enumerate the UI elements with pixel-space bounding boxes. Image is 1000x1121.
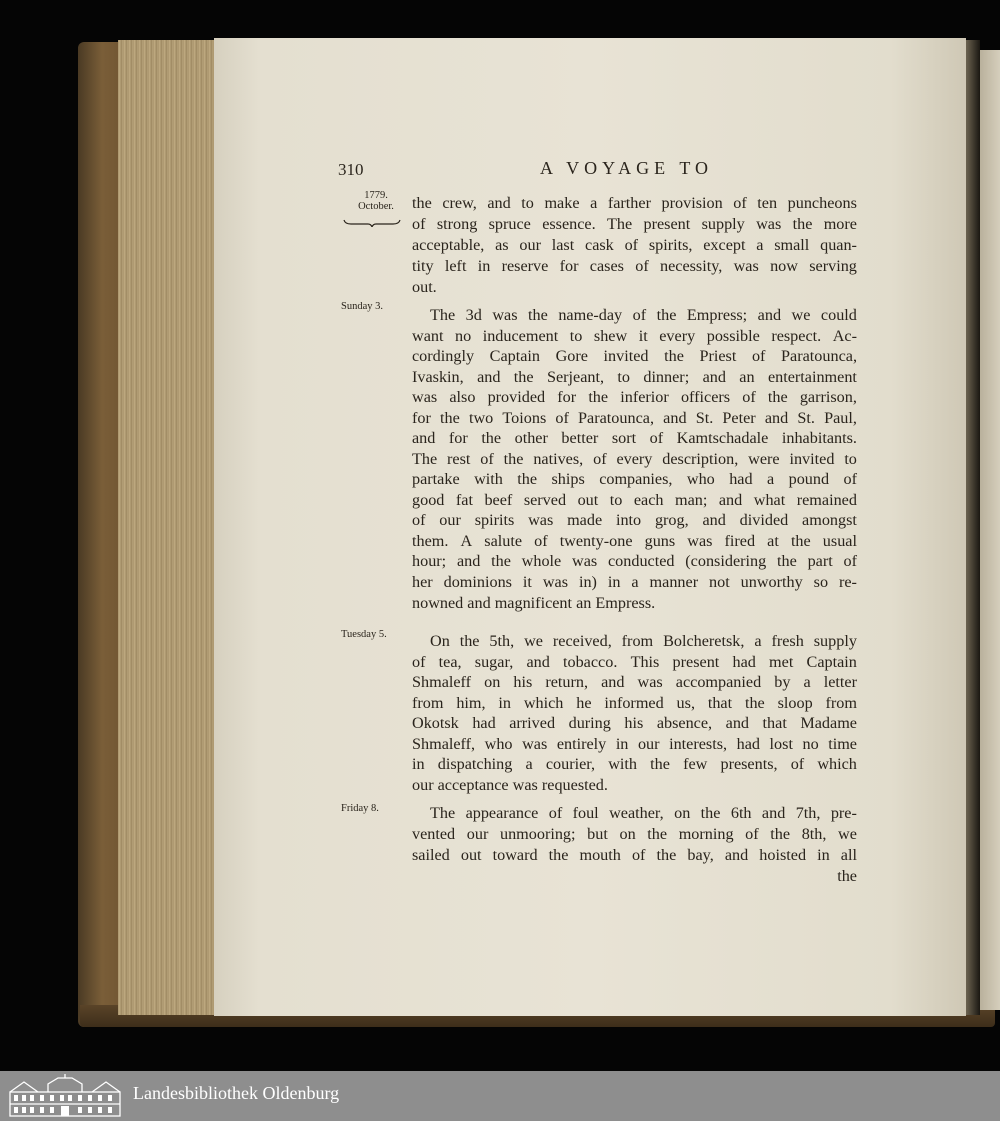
- brace-ornament: [343, 219, 401, 227]
- text-line: good fat beef served out to each man; and what remained: [412, 491, 857, 509]
- margin-note-sunday: Sunday 3.: [341, 301, 383, 312]
- library-building-icon: [8, 1074, 122, 1118]
- page-number: 310: [338, 160, 364, 179]
- text-line: and for the other better sort of Kamtschadale inhabitants.: [412, 429, 857, 447]
- text-line: her dominions it was in) in a manner not unworthy so re-: [412, 573, 857, 591]
- text-line: the crew, and to make a farther provision of ten puncheons: [412, 194, 857, 212]
- text-line: cordingly Captain Gore invited the Priest of Paratounca,: [412, 347, 857, 365]
- text-line: Shmaleff, who was entirely in our interests, had lost no time: [412, 735, 857, 753]
- text-line: of tea, sugar, and tobacco. This present had met Captain: [412, 653, 857, 671]
- text-line: The rest of the natives, of every description, were invited to: [412, 450, 857, 468]
- text-line: Ivaskin, and the Serjeant, to dinner; and an entertainment: [412, 368, 857, 386]
- text-line: On the 5th, we received, from Bolcheretsk, a fresh supply: [430, 632, 857, 650]
- text-line: tity left in reserve for cases of necessity, was now serving: [412, 257, 857, 275]
- text-line: hour; and the whole was conducted (considering the part of: [412, 552, 857, 570]
- facing-page-edge: [980, 50, 1000, 1010]
- margin-note-friday: Friday 8.: [341, 803, 379, 814]
- book-gutter: [966, 40, 980, 1015]
- text-line: them. A salute of twenty-one guns was fired at the usual: [412, 532, 857, 550]
- text-line: The appearance of foul weather, on the 6th and 7th, pre-: [430, 804, 857, 822]
- text-line: The 3d was the name-day of the Empress; and we could: [430, 306, 857, 324]
- text-line: vented our unmooring; but on the morning of the 8th, we: [412, 825, 857, 843]
- text-line: sailed out toward the mouth of the bay, and hoisted in all: [412, 846, 857, 864]
- text-line: was also provided for the inferior officers of the garrison,: [412, 388, 857, 406]
- text-line: the: [837, 867, 857, 885]
- text-line: nowned and magnificent an Empress.: [412, 594, 656, 612]
- margin-note-tuesday: Tuesday 5.: [341, 629, 387, 640]
- text-line: Okotsk had arrived during his absence, and that Madame: [412, 714, 857, 732]
- page-edges: [118, 40, 219, 1015]
- margin-date: [352, 190, 400, 212]
- text-line: from him, in which he informed us, that the sloop from: [412, 694, 857, 712]
- margin-year: 1779.: [364, 190, 388, 201]
- text-line: out.: [412, 278, 437, 296]
- running-head: A VOYAGE TO: [540, 158, 714, 178]
- text-line: acceptable, as our last cask of spirits, except a small quan-: [412, 236, 857, 254]
- library-name: Landesbibliothek Oldenburg: [133, 1083, 340, 1103]
- text-line: want no inducement to shew it every possible respect. Ac-: [412, 327, 857, 345]
- text-line: Shmaleff on his return, and was accompanied by a letter: [412, 673, 857, 691]
- text-line: in dispatching a courier, with the few presents, of which: [412, 755, 857, 773]
- text-line: of our spirits was made into grog, and divided amongst: [412, 511, 857, 529]
- text-line: our acceptance was requested.: [412, 776, 608, 794]
- text-line: for the two Toions of Paratounca, and St. Peter and St. Paul,: [412, 409, 857, 427]
- text-line: partake with the ships companies, who had a pound of: [412, 470, 857, 488]
- text-line: of strong spruce essence. The present supply was the more: [412, 215, 857, 233]
- margin-month: October.: [358, 201, 394, 212]
